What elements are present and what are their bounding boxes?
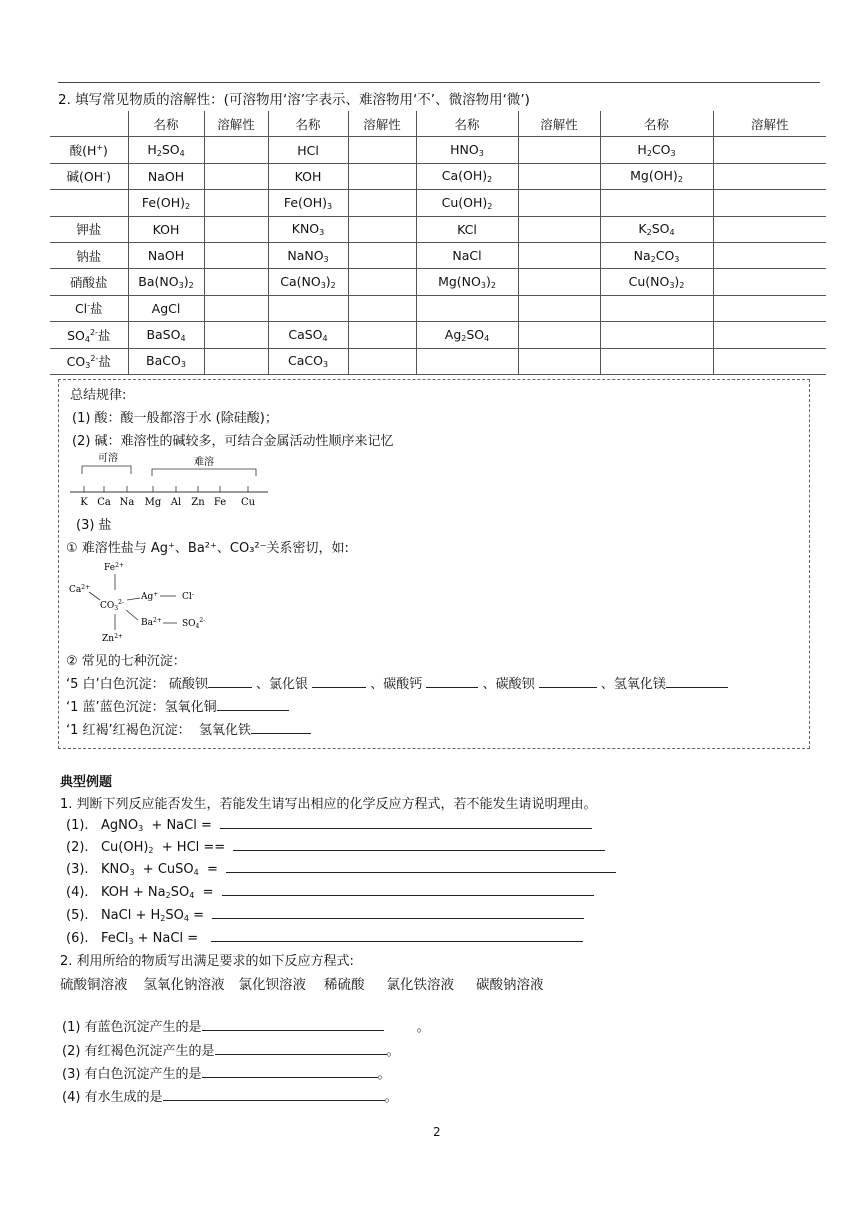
metal-label: K <box>80 497 88 508</box>
solubility-cell[interactable] <box>518 216 600 242</box>
answer-blank[interactable] <box>426 675 478 688</box>
compound-name: $Cu(OH)_2$ <box>416 190 518 216</box>
solubility-cell[interactable] <box>348 295 416 321</box>
compound-name: $Cu(NO_3)_2$ <box>600 269 713 295</box>
row-label: $SO_4^{2-}$盐 <box>50 322 128 348</box>
solubility-cell[interactable] <box>518 242 600 268</box>
summary-title: 总结规律: <box>70 388 127 403</box>
solubility-cell[interactable] <box>204 348 268 374</box>
blue-precipitate: ‘1 蓝’蓝色沉淀：氢氧化铜 <box>66 696 289 715</box>
compound-name: $Na_2CO_3$ <box>600 242 713 268</box>
compound-name: NaNO$_3$ <box>268 242 348 268</box>
answer-blank[interactable] <box>202 1065 378 1078</box>
compound-name: BaCO$_3$ <box>128 348 204 374</box>
compound-name <box>416 295 518 321</box>
compound-name: $KNO_3$ <box>268 216 348 242</box>
row-label <box>50 190 128 216</box>
compound-name: $Mg(NO_3)_2$ <box>416 269 518 295</box>
compound-name <box>600 348 713 374</box>
compound-name: CaSO$_4$ <box>268 322 348 348</box>
compound-name: $Fe(OH)_2$ <box>128 190 204 216</box>
precipitate-label: 、碳酸钙 <box>370 677 423 692</box>
solubility-cell[interactable] <box>204 137 268 163</box>
metal-label: Al <box>170 497 182 508</box>
substance-item: 稀硫酸 <box>324 977 365 993</box>
solubility-table <box>50 111 826 375</box>
reaction-6: (6). FeCl$_3$ + NaCl = <box>66 929 583 946</box>
solubility-cell[interactable] <box>518 163 600 189</box>
compound-name <box>268 295 348 321</box>
solubility-cell[interactable] <box>204 163 268 189</box>
equation-blank[interactable] <box>233 838 605 851</box>
solubility-cell[interactable] <box>518 137 600 163</box>
compound-name: $Fe(OH)_3$ <box>268 190 348 216</box>
compound-name: $Ca(NO_3)_2$ <box>268 269 348 295</box>
solubility-cell[interactable] <box>204 190 268 216</box>
precipitate-label: 硫酸钡 <box>168 677 208 692</box>
reaction-4: (4). KOH + $Na_2SO_4$ = <box>66 883 594 900</box>
table-row <box>50 242 826 268</box>
solubility-cell[interactable] <box>713 295 826 321</box>
solubility-cell[interactable] <box>713 242 826 268</box>
header-blank <box>50 111 128 137</box>
substance-item: 硫酸铜溶液 <box>60 977 128 993</box>
compound-name: KOH <box>268 163 348 189</box>
ca-ion: $Ca^{2+}$ <box>69 584 91 595</box>
answer-blank[interactable] <box>215 1042 387 1055</box>
solubility-cell[interactable] <box>348 242 416 268</box>
substance-list <box>60 973 544 993</box>
solubility-cell[interactable] <box>204 216 268 242</box>
zn-ion: $Zn^{2+}$ <box>102 633 123 644</box>
top-rule <box>58 82 820 83</box>
row-label: Cl-盐 <box>50 295 128 321</box>
table-row <box>50 295 826 321</box>
examples-q2: 2. 利用所给的物质写出满足要求的如下反应方程式: <box>60 954 354 969</box>
solubility-cell[interactable] <box>204 242 268 268</box>
metal-label: Mg <box>144 497 162 508</box>
solubility-cell[interactable] <box>518 322 600 348</box>
row-label: 酸(H+) <box>50 137 128 163</box>
solubility-cell[interactable] <box>348 348 416 374</box>
header-name: 名称 <box>268 111 348 137</box>
solubility-cell[interactable] <box>204 269 268 295</box>
compound-name: KCl <box>416 216 518 242</box>
table-row <box>50 348 826 374</box>
compound-name <box>416 348 518 374</box>
solubility-cell[interactable] <box>713 216 826 242</box>
solubility-cell[interactable] <box>713 163 826 189</box>
soluble-label: 可溶 <box>98 453 118 464</box>
substance-item: 碳酸钠溶液 <box>476 977 544 993</box>
summary-salt-point1: ① 难溶性盐与 Ag⁺、Ba²⁺、CO₃²⁻关系密切，如: <box>66 541 349 556</box>
precipitate-label: 、碳酸钡 <box>482 677 535 692</box>
solubility-cell[interactable] <box>518 348 600 374</box>
precipitate-label: 、氯化银 <box>255 677 308 692</box>
substance-item: 氯化铁溶液 <box>386 977 454 993</box>
summary-salt: (3) 盐 <box>76 518 112 533</box>
header-solubility: 溶解性 <box>713 111 826 137</box>
compound-name: CaCO$_3$ <box>268 348 348 374</box>
metal-label: Na <box>119 497 135 508</box>
ag-ion: Ag+ <box>141 591 159 602</box>
so4-ion: $SO_4^{2-}$ <box>182 617 206 630</box>
section-title: 2. 填写常见物质的溶解性：(可溶物用‘溶’字表示、难溶物用‘不’、微溶物用‘微’) <box>58 92 530 108</box>
substance-item: 氯化钡溶液 <box>238 977 306 993</box>
row-label: 硝酸盐 <box>50 269 128 295</box>
compound-name: BaSO$_4$ <box>128 322 204 348</box>
precipitate-label: 氢氧化铜 <box>164 700 217 715</box>
header-name: 名称 <box>128 111 204 137</box>
compound-name: $K_2SO_4$ <box>600 216 713 242</box>
white-precipitates: ‘5 白’白色沉淀： 硫酸钡 、氯化银 、碳酸钙 、碳酸钡 、氢氧化镁 <box>66 673 728 692</box>
insoluble-bracket <box>152 469 256 476</box>
row-label: $CO_3^{2-}$盐 <box>50 348 128 374</box>
equation-blank[interactable] <box>212 906 584 919</box>
solubility-cell[interactable] <box>713 348 826 374</box>
header-solubility: 溶解性 <box>204 111 268 137</box>
summary-acid: (1) 酸：酸一般都溶于水 (除硅酸)； <box>72 411 278 426</box>
substance-item: 氢氧化钠溶液 <box>143 977 225 993</box>
ion-relation-diagram <box>64 560 224 644</box>
metal-label: Zn <box>191 497 205 508</box>
solubility-cell[interactable] <box>204 322 268 348</box>
equation-blank[interactable] <box>222 883 594 896</box>
examples-q1: 1. 判断下列反应能否发生，若能发生请写出相应的化学反应方程式，若不能发生请说明理由。 <box>60 797 597 812</box>
subq-4: (4) 有水生成的是 。 <box>62 1090 398 1105</box>
answer-blank[interactable] <box>163 1088 385 1101</box>
brown-precipitate: ‘1 红褐’红褐色沉淀： 氢氧化铁 <box>66 719 311 738</box>
compound-name: $Ca(OH)_2$ <box>416 163 518 189</box>
reaction-1: (1). AgNO$_3$ + NaCl = <box>66 816 592 833</box>
soluble-bracket <box>82 466 131 474</box>
summary-base: (2) 碱：难溶性的碱较多，可结合金属活动性顺序来记忆 <box>72 434 394 449</box>
compound-name: $Ba(NO_3)_2$ <box>128 269 204 295</box>
equation-blank[interactable] <box>226 860 616 873</box>
solubility-cell[interactable] <box>713 322 826 348</box>
compound-name <box>600 295 713 321</box>
answer-blank[interactable] <box>251 721 311 734</box>
compound-name <box>600 322 713 348</box>
page-number: 2 <box>433 1125 441 1139</box>
ba-ion: $Ba^{2+}$ <box>141 617 162 628</box>
answer-blank[interactable] <box>539 675 597 688</box>
solubility-cell[interactable] <box>713 269 826 295</box>
solubility-cell[interactable] <box>518 295 600 321</box>
table-row <box>50 163 826 189</box>
fe-ion: $Fe^{2+}$ <box>104 562 124 573</box>
solubility-cell[interactable] <box>204 295 268 321</box>
compound-name <box>600 190 713 216</box>
precipitate-label: 、氢氧化镁 <box>600 677 666 692</box>
subq-2: (2) 有红褐色沉淀产生的是 。 <box>62 1044 400 1059</box>
insoluble-label: 难溶 <box>194 457 214 468</box>
table-row <box>50 137 826 163</box>
cl-ion: Cl- <box>182 591 194 602</box>
compound-name: $H_2SO_4$ <box>128 137 204 163</box>
header-name: 名称 <box>416 111 518 137</box>
solubility-cell[interactable] <box>713 190 826 216</box>
solubility-cell[interactable] <box>348 216 416 242</box>
examples-heading: 典型例题 <box>60 775 113 790</box>
solubility-cell[interactable] <box>518 269 600 295</box>
row-label: 碱(OH-) <box>50 163 128 189</box>
table-row <box>50 190 826 216</box>
solubility-cell[interactable] <box>348 190 416 216</box>
metal-ticks <box>80 486 255 508</box>
answer-blank[interactable] <box>202 1018 384 1031</box>
solubility-cell[interactable] <box>348 163 416 189</box>
metal-label: Fe <box>213 497 227 508</box>
solubility-cell[interactable] <box>713 137 826 163</box>
equation-blank[interactable] <box>220 816 592 829</box>
subq-1: (1) 有蓝色沉淀产生的是 。 <box>62 1020 430 1035</box>
header-solubility: 溶解性 <box>518 111 600 137</box>
answer-blank[interactable] <box>312 675 366 688</box>
answer-blank[interactable] <box>208 675 252 688</box>
compound-name: $H_2CO_3$ <box>600 137 713 163</box>
header-name: 名称 <box>600 111 713 137</box>
solubility-cell[interactable] <box>348 269 416 295</box>
table-row <box>50 269 826 295</box>
compound-name: HCl <box>268 137 348 163</box>
precipitate-label: 氢氧化铁 <box>198 723 251 738</box>
equation-blank[interactable] <box>211 929 583 942</box>
solubility-cell[interactable] <box>518 190 600 216</box>
table-body <box>50 137 826 375</box>
metal-activity-diagram <box>64 448 274 508</box>
answer-blank[interactable] <box>666 675 728 688</box>
table-header-row <box>50 111 826 137</box>
row-label: 钾盐 <box>50 216 128 242</box>
row-label: 钠盐 <box>50 242 128 268</box>
compound-name: $HNO_3$ <box>416 137 518 163</box>
table-row <box>50 216 826 242</box>
solubility-cell[interactable] <box>348 137 416 163</box>
solubility-cell[interactable] <box>348 322 416 348</box>
summary-salt-point2: ② 常见的七种沉淀： <box>66 654 186 669</box>
compound-name: $Ag_2SO_4$ <box>416 322 518 348</box>
metal-label: Ca <box>97 497 111 508</box>
answer-blank[interactable] <box>217 698 289 711</box>
compound-name: NaCl <box>416 242 518 268</box>
header-solubility: 溶解性 <box>348 111 416 137</box>
subq-3: (3) 有白色沉淀产生的是 。 <box>62 1067 391 1082</box>
compound-name: NaOH <box>128 163 204 189</box>
compound-name: NaOH <box>128 242 204 268</box>
co3-center: $CO_3^{2-}$ <box>100 599 124 612</box>
table-row <box>50 322 826 348</box>
compound-name: KOH <box>128 216 204 242</box>
metal-label: Cu <box>240 497 256 508</box>
compound-name: $Mg(OH)_2$ <box>600 163 713 189</box>
reaction-5: (5). NaCl + $H_2SO_4$ = <box>66 906 584 923</box>
reaction-3: (3). $KNO_3$ + CuSO$_4$ = <box>66 860 616 877</box>
reaction-2: (2). $Cu(OH)_2$ + HCl == <box>66 838 605 855</box>
compound-name: AgCl <box>128 295 204 321</box>
